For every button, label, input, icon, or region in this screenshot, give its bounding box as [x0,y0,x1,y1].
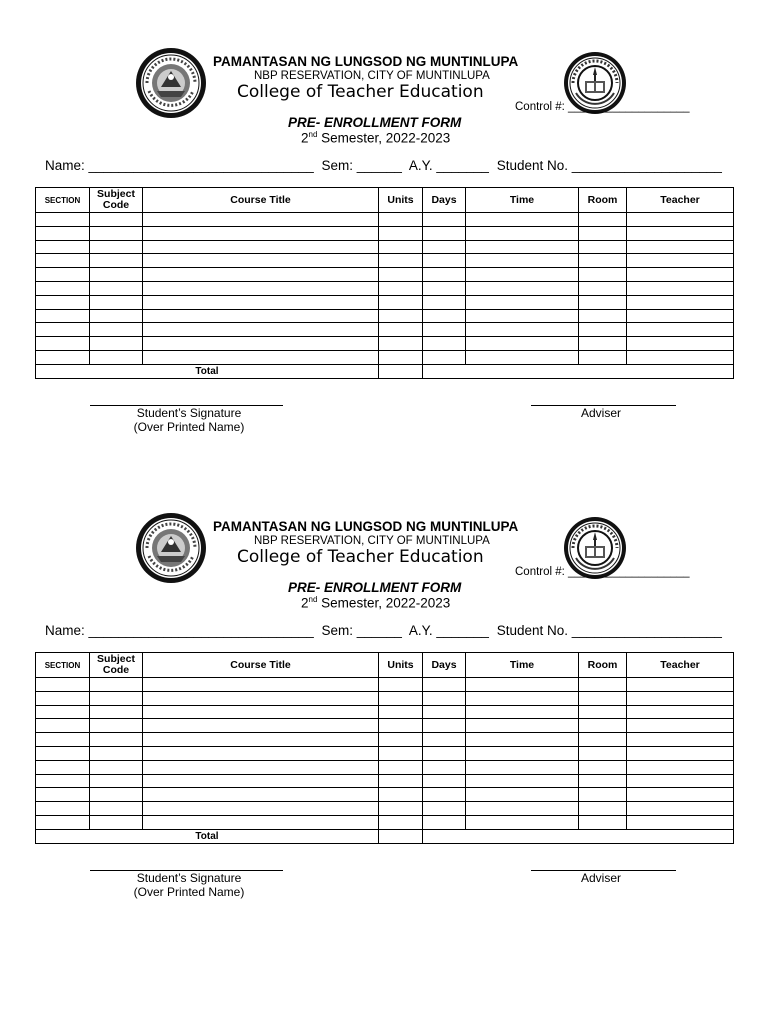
college-name: College of Teacher Education [237,547,484,567]
table-cell[interactable] [466,295,579,309]
table-cell[interactable] [466,213,579,227]
table-cell[interactable] [379,295,423,309]
table-cell[interactable] [90,240,143,254]
table-cell[interactable] [423,733,466,747]
table-cell[interactable] [466,774,579,788]
table-cell[interactable] [579,268,627,282]
pre-enrollment-form-1 [0,0,768,465]
table-cell[interactable] [579,746,627,760]
semester-text: Semester, 2022-2023 [317,595,451,611]
student-no-field[interactable]: Student No. ____________________ [496,623,722,638]
university-seal-icon [135,47,207,119]
table-cell[interactable] [90,802,143,816]
table-cell[interactable] [379,760,423,774]
ay-field[interactable]: A.Y. _______ [408,623,489,638]
table-row [36,815,734,829]
total-blank-cell [423,829,734,843]
table-cell[interactable] [627,746,734,760]
table-cell[interactable] [423,281,466,295]
table-cell[interactable] [423,678,466,692]
table-cell[interactable] [379,226,423,240]
table-cell[interactable] [90,760,143,774]
table-cell[interactable] [466,719,579,733]
student-signature-label: Student’s Signature [136,871,242,885]
table-cell[interactable] [627,733,734,747]
table-cell[interactable] [627,774,734,788]
table-cell[interactable] [466,337,579,351]
table-cell[interactable] [466,815,579,829]
sem-field[interactable]: Sem: ______ [321,623,402,638]
table-cell[interactable] [579,705,627,719]
table-header-row [36,188,734,213]
table-cell[interactable] [90,350,143,364]
table-cell[interactable] [143,281,379,295]
column-header-subject-code: Subject Code [90,188,143,213]
total-blank-cell [423,364,734,378]
table-cell[interactable] [579,802,627,816]
table-cell[interactable] [90,705,143,719]
table-cell[interactable] [466,733,579,747]
form-title: PRE- ENROLLMENT FORM [288,115,462,130]
table-cell[interactable] [36,254,90,268]
student-no-field[interactable]: Student No. ____________________ [496,158,722,173]
semester-ordinal: 2 [301,130,309,146]
column-header-days: Days [423,188,466,213]
table-cell[interactable] [36,226,90,240]
table-cell[interactable] [143,774,379,788]
table-cell[interactable] [379,774,423,788]
table-cell[interactable] [466,323,579,337]
table-cell[interactable] [36,705,90,719]
course-rows [36,678,734,830]
university-name: PAMANTASAN NG LUNGSOD NG MUNTINLUPA [213,54,519,69]
adviser-label: Adviser [580,406,621,420]
table-cell[interactable] [90,774,143,788]
adviser-label: Adviser [580,871,621,885]
semester-line [301,130,450,146]
table-cell[interactable] [36,774,90,788]
university-address: NBP RESERVATION, CITY OF MUNTINLUPA [254,535,490,547]
student-signature-label: Student’s Signature [136,406,242,420]
table-cell[interactable] [143,733,379,747]
table-cell[interactable] [466,309,579,323]
table-cell[interactable] [36,281,90,295]
table-cell[interactable] [423,760,466,774]
table-cell[interactable] [627,802,734,816]
table-cell[interactable] [627,788,734,802]
total-label: Total [36,364,379,378]
table-cell[interactable] [466,226,579,240]
table-cell[interactable] [36,746,90,760]
table-row [36,788,734,802]
table-cell[interactable] [379,733,423,747]
table-cell[interactable] [379,788,423,802]
table-cell[interactable] [379,281,423,295]
form-title: PRE- ENROLLMENT FORM [288,580,462,595]
table-cell[interactable] [143,240,379,254]
table-cell[interactable] [579,691,627,705]
table-row [36,226,734,240]
ay-field[interactable]: A.Y. _______ [408,158,489,173]
table-cell[interactable] [90,678,143,692]
table-cell[interactable] [627,240,734,254]
table-cell[interactable] [423,213,466,227]
course-table [35,187,734,379]
table-row [36,295,734,309]
table-cell[interactable] [143,678,379,692]
table-cell[interactable] [627,678,734,692]
table-cell[interactable] [143,254,379,268]
table-cell[interactable] [466,691,579,705]
table-cell[interactable] [627,323,734,337]
university-name: PAMANTASAN NG LUNGSOD NG MUNTINLUPA [213,519,519,534]
table-cell[interactable] [627,309,734,323]
table-row [36,746,734,760]
column-header-course-title: Course Title [143,653,379,678]
table-cell[interactable] [466,281,579,295]
table-cell[interactable] [579,254,627,268]
table-cell[interactable] [423,774,466,788]
table-cell[interactable] [90,281,143,295]
table-cell[interactable] [90,323,143,337]
table-cell[interactable] [379,691,423,705]
column-header-days: Days [423,653,466,678]
table-cell[interactable] [143,226,379,240]
college-name: College of Teacher Education [237,82,484,102]
table-cell[interactable] [36,691,90,705]
table-cell[interactable] [143,815,379,829]
table-cell[interactable] [36,350,90,364]
table-cell[interactable] [90,746,143,760]
table-cell[interactable] [143,802,379,816]
table-cell[interactable] [143,760,379,774]
table-cell[interactable] [36,788,90,802]
table-cell[interactable] [579,733,627,747]
table-row [36,268,734,282]
table-cell[interactable] [379,268,423,282]
table-cell[interactable] [423,268,466,282]
university-seal-icon [135,512,207,584]
table-cell[interactable] [579,788,627,802]
table-cell[interactable] [143,295,379,309]
table-row [36,774,734,788]
table-cell[interactable] [36,240,90,254]
table-cell[interactable] [36,678,90,692]
table-cell[interactable] [143,691,379,705]
table-cell[interactable] [423,254,466,268]
control-number-field[interactable]: Control #: ___________________ [515,566,690,578]
table-row [36,213,734,227]
table-cell[interactable] [627,281,734,295]
table-cell[interactable] [579,323,627,337]
table-cell[interactable] [423,746,466,760]
table-cell[interactable] [627,226,734,240]
table-cell[interactable] [423,802,466,816]
table-cell[interactable] [36,309,90,323]
table-row [36,350,734,364]
printed-name-label: (Over Printed Name) [133,885,245,899]
table-cell[interactable] [466,678,579,692]
table-cell[interactable] [627,268,734,282]
table-cell[interactable] [423,719,466,733]
table-row [36,691,734,705]
table-row [36,323,734,337]
table-row [36,678,734,692]
table-cell[interactable] [36,213,90,227]
control-number-field[interactable]: Control #: ___________________ [515,101,690,113]
column-header-room: Room [579,653,627,678]
total-row [36,364,734,378]
table-cell[interactable] [90,226,143,240]
table-cell[interactable] [579,678,627,692]
table-row [36,733,734,747]
table-cell[interactable] [579,240,627,254]
table-cell[interactable] [143,788,379,802]
table-cell[interactable] [36,268,90,282]
university-address: NBP RESERVATION, CITY OF MUNTINLUPA [254,70,490,82]
table-cell[interactable] [579,309,627,323]
column-header-course-title: Course Title [143,188,379,213]
table-cell[interactable] [90,719,143,733]
table-cell[interactable] [379,802,423,816]
total-units-cell[interactable] [379,829,423,843]
table-cell[interactable] [627,691,734,705]
column-header-section: SECTION [36,653,90,678]
table-row [36,719,734,733]
table-cell[interactable] [423,309,466,323]
column-header-teacher: Teacher [627,653,734,678]
table-cell[interactable] [143,719,379,733]
column-header-time: Time [466,188,579,213]
table-row [36,309,734,323]
table-cell[interactable] [466,760,579,774]
table-cell[interactable] [143,323,379,337]
table-row [36,254,734,268]
table-cell[interactable] [36,760,90,774]
table-cell[interactable] [423,240,466,254]
student-info-row [45,623,726,638]
table-cell[interactable] [423,323,466,337]
table-cell[interactable] [379,719,423,733]
table-cell[interactable] [143,746,379,760]
table-cell[interactable] [90,337,143,351]
semester-text: Semester, 2022-2023 [317,130,451,146]
table-cell[interactable] [379,678,423,692]
table-cell[interactable] [379,309,423,323]
total-units-cell[interactable] [379,364,423,378]
table-cell[interactable] [143,337,379,351]
table-cell[interactable] [379,350,423,364]
table-row [36,281,734,295]
column-header-room: Room [579,188,627,213]
table-cell[interactable] [627,760,734,774]
table-cell[interactable] [466,240,579,254]
table-cell[interactable] [579,774,627,788]
table-cell[interactable] [627,350,734,364]
table-cell[interactable] [90,309,143,323]
table-cell[interactable] [143,350,379,364]
table-cell[interactable] [379,337,423,351]
name-field[interactable]: Name: ______________________________ [45,158,314,173]
table-cell[interactable] [90,213,143,227]
total-label: Total [36,829,379,843]
student-info-row [45,158,726,173]
table-cell[interactable] [36,323,90,337]
table-cell[interactable] [579,760,627,774]
table-cell[interactable] [466,788,579,802]
table-row [36,802,734,816]
course-rows [36,213,734,365]
course-table [35,652,734,844]
total-row [36,829,734,843]
table-cell[interactable] [90,295,143,309]
table-cell[interactable] [579,213,627,227]
table-cell[interactable] [379,240,423,254]
table-cell[interactable] [423,226,466,240]
table-cell[interactable] [379,323,423,337]
column-header-time: Time [466,653,579,678]
column-header-teacher: Teacher [627,188,734,213]
semester-suffix: nd [308,130,318,139]
table-cell[interactable] [423,788,466,802]
table-cell[interactable] [466,802,579,816]
table-cell[interactable] [90,815,143,829]
semester-line [301,595,450,611]
table-cell[interactable] [466,746,579,760]
table-cell[interactable] [466,268,579,282]
table-cell[interactable] [579,281,627,295]
table-cell[interactable] [143,309,379,323]
table-cell[interactable] [579,719,627,733]
name-field[interactable]: Name: ______________________________ [45,623,314,638]
table-cell[interactable] [627,705,734,719]
column-header-units: Units [379,653,423,678]
table-cell[interactable] [423,691,466,705]
table-cell[interactable] [466,705,579,719]
table-cell[interactable] [36,733,90,747]
table-cell[interactable] [379,746,423,760]
table-cell[interactable] [379,705,423,719]
table-cell[interactable] [379,254,423,268]
table-cell[interactable] [423,295,466,309]
table-cell[interactable] [466,254,579,268]
table-cell[interactable] [90,691,143,705]
semester-suffix: nd [308,595,318,604]
column-header-section: SECTION [36,188,90,213]
table-cell[interactable] [379,815,423,829]
table-cell[interactable] [579,226,627,240]
table-cell[interactable] [90,268,143,282]
column-header-subject-code: Subject Code [90,653,143,678]
table-cell[interactable] [143,213,379,227]
table-cell[interactable] [627,254,734,268]
table-cell[interactable] [90,254,143,268]
table-row [36,337,734,351]
table-cell[interactable] [36,337,90,351]
table-cell[interactable] [423,350,466,364]
table-cell[interactable] [90,733,143,747]
printed-name-label: (Over Printed Name) [133,420,245,434]
table-cell[interactable] [627,337,734,351]
table-cell[interactable] [627,295,734,309]
column-header-units: Units [379,188,423,213]
table-cell[interactable] [627,213,734,227]
table-cell[interactable] [36,802,90,816]
table-row [36,240,734,254]
table-cell[interactable] [90,788,143,802]
table-cell[interactable] [579,350,627,364]
semester-ordinal: 2 [301,595,309,611]
table-cell[interactable] [579,815,627,829]
table-cell[interactable] [627,815,734,829]
table-header-row [36,653,734,678]
table-cell[interactable] [579,337,627,351]
pre-enrollment-form-2 [0,465,768,930]
table-cell[interactable] [143,268,379,282]
table-cell[interactable] [36,815,90,829]
table-cell[interactable] [466,350,579,364]
table-cell[interactable] [423,337,466,351]
table-cell[interactable] [36,295,90,309]
table-cell[interactable] [579,295,627,309]
table-cell[interactable] [627,719,734,733]
sem-field[interactable]: Sem: ______ [321,158,402,173]
table-cell[interactable] [36,719,90,733]
table-row [36,760,734,774]
table-cell[interactable] [143,705,379,719]
table-row [36,705,734,719]
table-cell[interactable] [379,213,423,227]
table-cell[interactable] [423,705,466,719]
table-cell[interactable] [423,815,466,829]
